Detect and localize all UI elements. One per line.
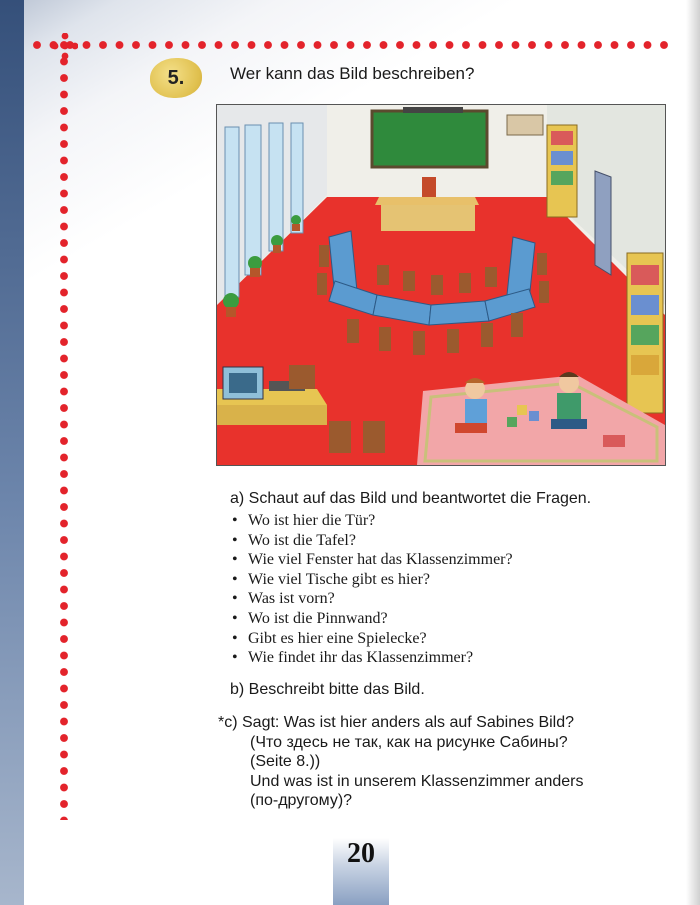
question-text: Gibt es hier eine Spielecke? [248, 629, 427, 647]
task-c-line: *c) Sagt: Was ist hier anders als auf Sabines Bild? [218, 714, 575, 731]
task-c-instruction [218, 713, 668, 811]
question-item [230, 570, 513, 590]
page-fold-shadow [686, 0, 700, 905]
question-text: Wie viel Tische gibt es hier? [248, 570, 430, 588]
task-c-line: (Seite 8.)) [250, 753, 321, 770]
task-c-line: (Что здесь не так, как на рисунке Сабины? [250, 733, 568, 751]
classroom-drawing [217, 105, 665, 465]
question-text: Wie viel Fenster hat das Klassenzimmer? [248, 551, 513, 569]
question-item [230, 511, 513, 531]
exercise-title: Wer kann das Bild beschreiben? [230, 64, 475, 83]
question-item [230, 609, 513, 629]
corner-cross-ornament [52, 33, 78, 59]
bullet-icon: • [232, 531, 238, 549]
task-c-line: (по-другому)? [250, 792, 353, 809]
exercise-number: 5. [167, 66, 185, 89]
bullet-icon: • [232, 629, 238, 647]
bullet-icon: • [232, 570, 238, 588]
page-number: 20 [347, 838, 375, 869]
page-edge [0, 0, 24, 905]
question-text: Wo ist hier die Tür? [248, 512, 376, 529]
bullet-icon: • [232, 551, 238, 569]
classroom-illustration [216, 104, 666, 466]
question-text: Was ist vorn? [248, 590, 335, 608]
task-b-instruction: b) Beschreibt bitte das Bild. [230, 681, 425, 698]
bullet-icon: • [232, 609, 238, 627]
bullet-icon: • [232, 512, 238, 529]
question-item [230, 531, 513, 551]
dotted-border-left [59, 40, 73, 820]
question-text: Wo ist die Tafel? [248, 531, 356, 549]
question-item [230, 629, 513, 649]
question-item [230, 648, 513, 668]
bullet-icon: • [232, 590, 238, 608]
dotted-border-top [32, 40, 672, 54]
task-a-instruction: a) Schaut auf das Bild und beantwortet die Fragen. [230, 490, 592, 507]
question-item [230, 550, 513, 570]
question-text: Wie findet ihr das Klassenzimmer? [248, 649, 474, 667]
task-c-line: Und was ist in unserem Klassenzimmer anders [250, 772, 584, 790]
exercise-number-badge [150, 58, 202, 98]
question-item [230, 589, 513, 609]
question-list [230, 511, 513, 668]
question-text: Wo ist die Pinnwand? [248, 609, 388, 627]
bullet-icon: • [232, 649, 238, 667]
